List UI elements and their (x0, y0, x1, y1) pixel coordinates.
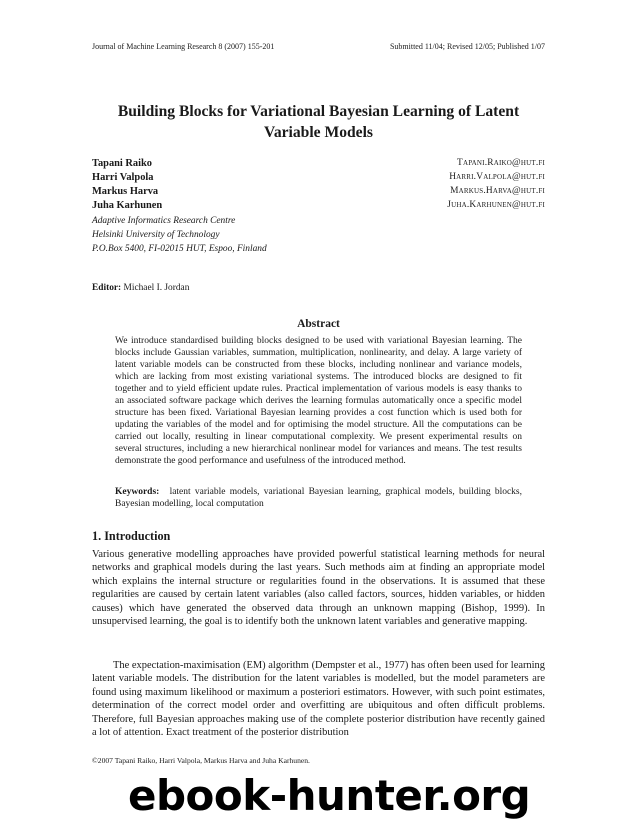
author-row (92, 158, 545, 172)
affiliation-line: Adaptive Informatics Research Centre (92, 216, 236, 226)
author-email: Tapani.Raiko@hut.fi (457, 158, 545, 168)
watermark: ebook-hunter.org (128, 771, 531, 820)
body-paragraph: The expectation-maximisation (EM) algorithm (Dempster et al., 1977) has often been used for learning latent variable models. The distribution for the latent variables is modelled, but the model parameters are found using maximum likelihood or maximum a posteriori estimators. However, with such point estimates, determination of the correct model order and overfitting are ubiquitous and often difficult problems. Therefore, full Bayesian approaches making use of the complete posterior distribution have recently gained a lot of attention. Exact treatment of the posterior distribution (92, 660, 545, 739)
author-email: Harri.Valpola@hut.fi (449, 172, 545, 182)
author-email: Juha.Karhunen@hut.fi (447, 200, 545, 210)
editor-line (92, 283, 189, 293)
author-row (92, 172, 545, 186)
journal-header: Journal of Machine Learning Research 8 (2007) 155-201 (92, 42, 275, 51)
section-title: 1. Introduction (92, 529, 171, 543)
author-name: Markus Harva (92, 186, 159, 197)
copyright-footer: ©2007 Tapani Raiko, Harri Valpola, Markus Harva and Juha Karhunen. (92, 756, 310, 765)
editor-label: Editor: (92, 283, 122, 293)
affiliation-line: P.O.Box 5400, FI-02015 HUT, Espoo, Finland (92, 244, 267, 254)
abstract-text: We introduce standardised building blocks designed to be used with variational Bayesian learning. The blocks include Gaussian variables, summation, multiplication, nonlinearity, and delay. A large variety of latent variable models can be constructed from these blocks, including nonlinear and variance models, which are lacking from most existing variational systems. The introduced blocks are designed to fit together and to yield efficient update rules. Practical implementation of various models is easy thanks to an associated software package which derives the learning formulas automatically once a specific model structure has been fixed. Variational Bayesian learning provides a cost function which is used both for updating the variables of the model and for optimising the model structure. All the computations can be carried out locally, resulting in linear computational complexity. We present experimental results on several structures, including a new hierarchical nonlinear model for variances and means. The test results demonstrate the good performance and usefulness of the introduced method. (115, 336, 522, 466)
keywords-text: latent variable models, variational Bayesian learning, graphical models, building blocks, Bayesian modelling, local computation (115, 487, 523, 509)
abstract-title: Abstract (297, 318, 340, 330)
author-name: Juha Karhunen (92, 200, 163, 211)
author-email: Markus.Harva@hut.fi (450, 186, 545, 196)
author-row (92, 186, 545, 200)
keywords-label: Keywords: (115, 487, 160, 497)
author-row (92, 200, 545, 214)
submission-dates: Submitted 11/04; Revised 12/05; Published 1/07 (389, 42, 545, 51)
body-paragraph: Various generative modelling approaches have provided powerful statistical learning methods for neural networks and graphical models during the last years. Such methods aim at finding an appropriate model which explains the internal structure or regularities found in the observations. It is assumed that these regularities are caused by certain latent variables (also called factors, sources, hidden variables, or hidden causes) which have generated the observed data through an unknown mapping (Bishop, 1999). In unsupervised learning, the goal is to identify both the unknown latent variables and generative mapping. (92, 549, 545, 628)
author-name: Tapani Raiko (92, 158, 152, 169)
author-name: Harri Valpola (92, 172, 154, 183)
affiliation-line: Helsinki University of Technology (92, 230, 220, 240)
editor-name: Michael I. Jordan (123, 283, 190, 293)
keywords (115, 487, 522, 511)
paper-title: Building Blocks for Variational Bayesian Learning of Latent Variable Models (117, 103, 520, 141)
